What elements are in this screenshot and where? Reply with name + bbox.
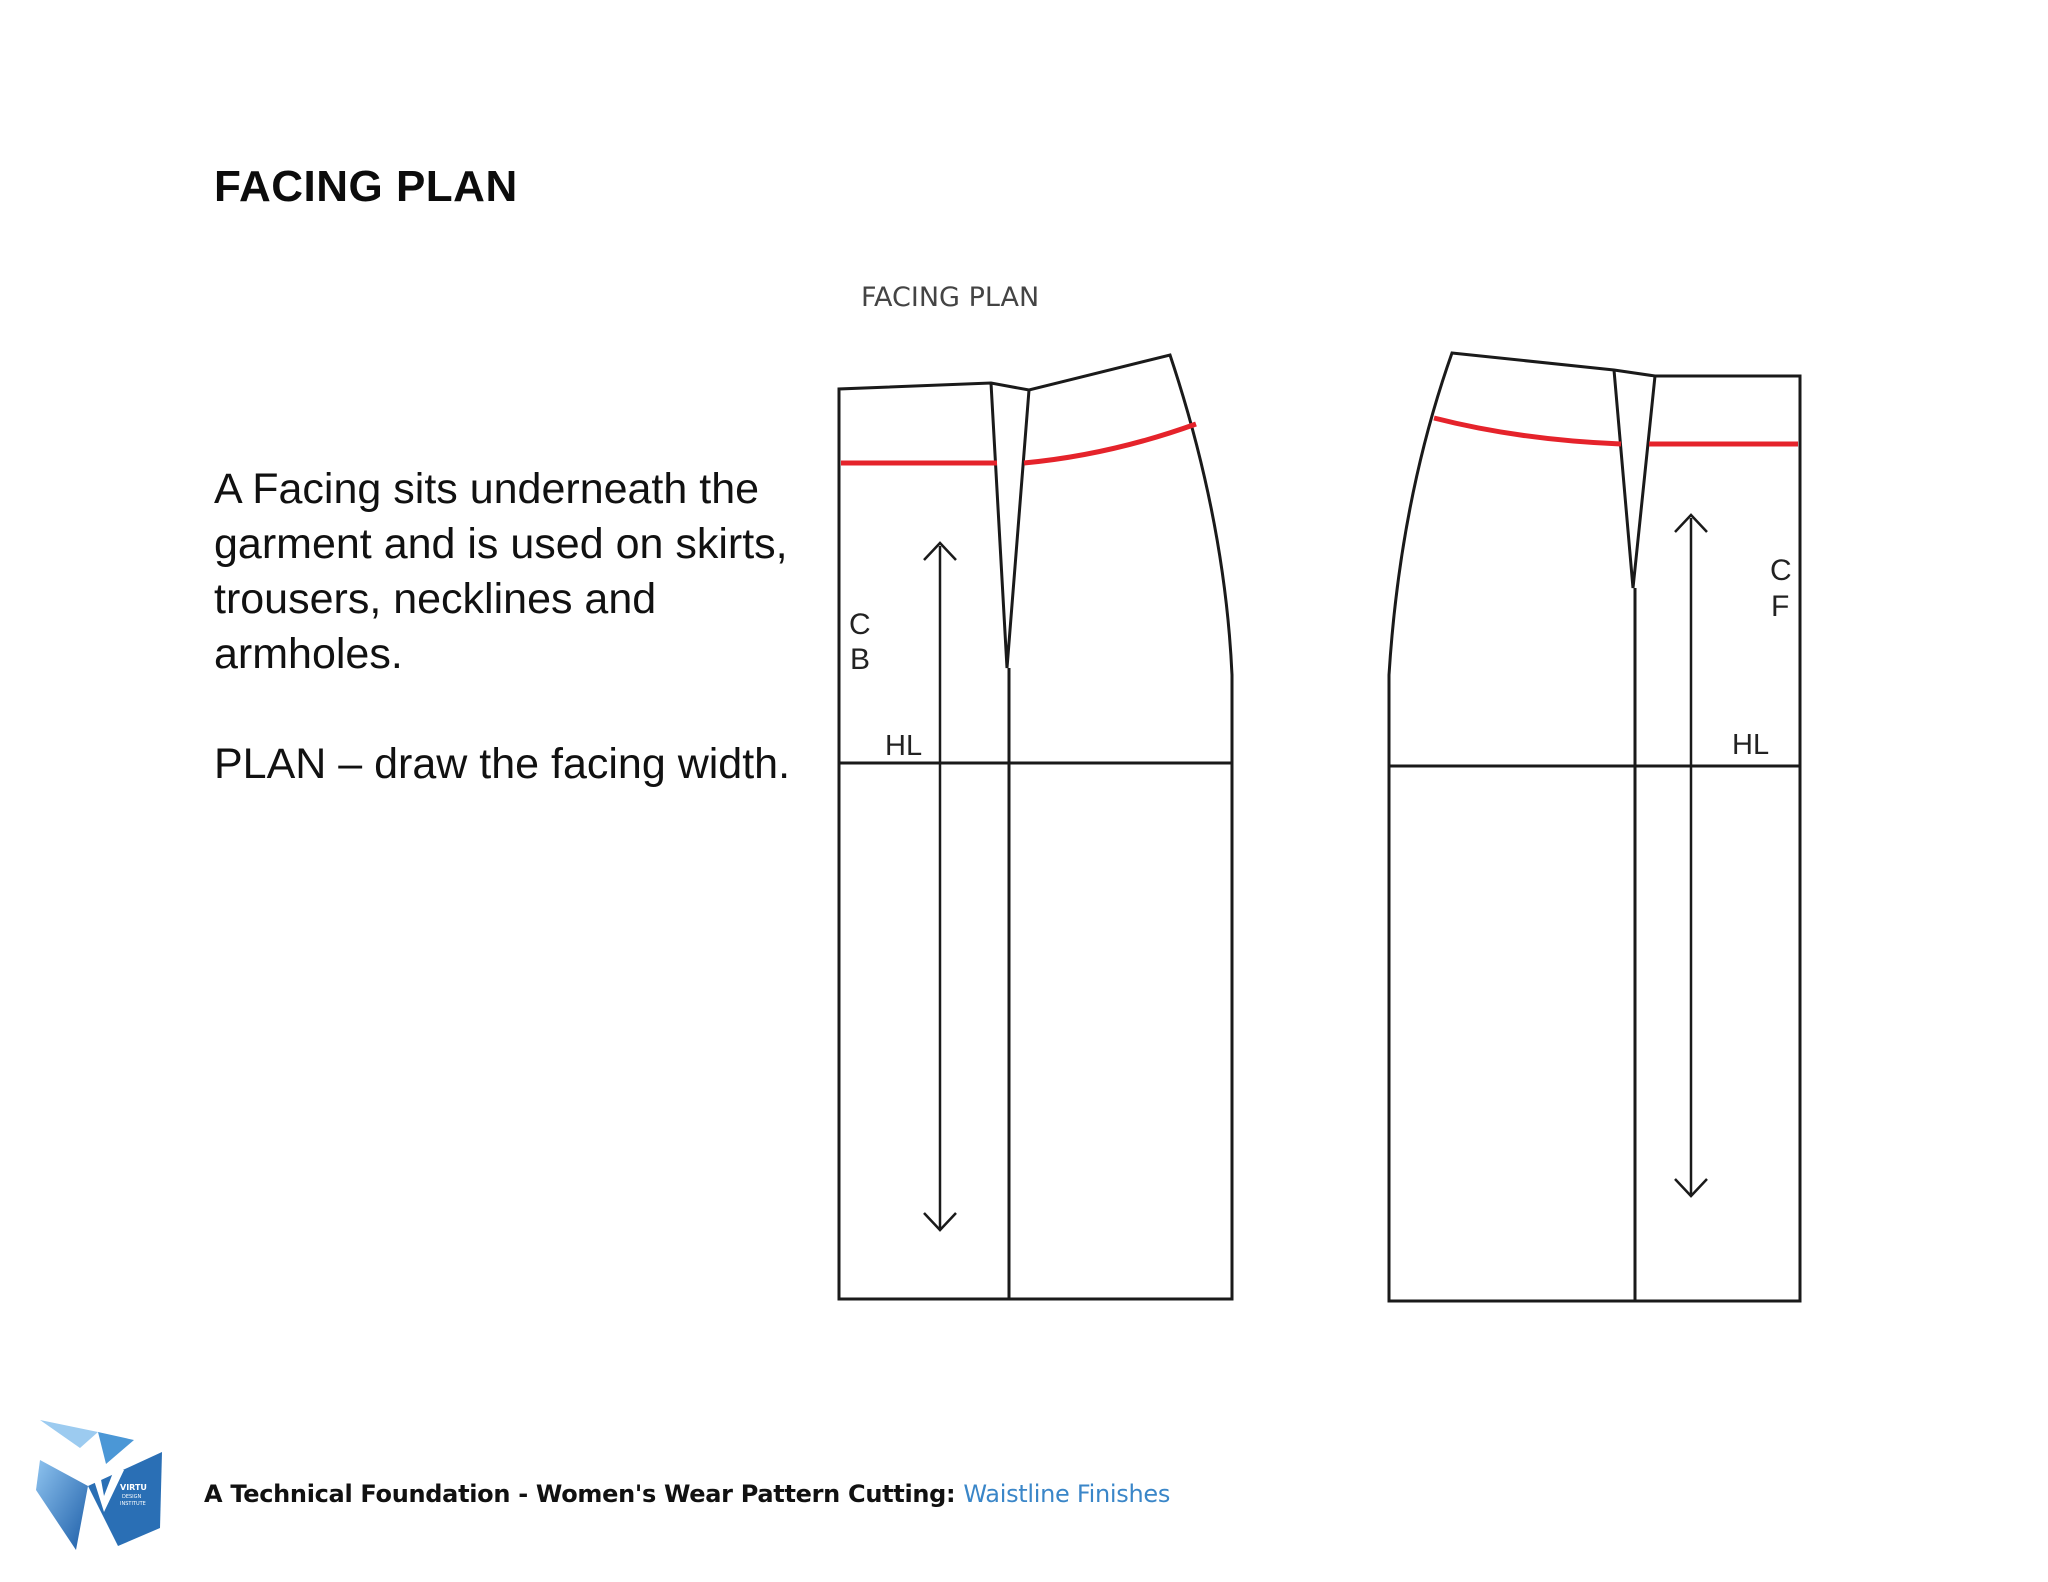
back-facing-line — [841, 424, 1196, 463]
logo-line3: INSTITUTE — [120, 1501, 146, 1507]
footer — [204, 1480, 1170, 1508]
back-dart — [991, 383, 1029, 668]
back-centre-label-b: B — [850, 643, 871, 676]
plan-paragraph: PLAN – draw the facing width. — [214, 740, 791, 788]
footer-title: A Technical Foundation - Women's Wear Pattern Cutting: — [204, 1480, 956, 1508]
back-outline — [839, 355, 1232, 1299]
back-hip-line-label: HL — [885, 730, 923, 762]
v-logo-icon — [36, 1420, 166, 1550]
footer-topic: Waistline Finishes — [963, 1480, 1171, 1508]
logo-line1: VIRTU — [120, 1483, 147, 1492]
intro-paragraph: A Facing sits underneath the garment and is used on skirts, trousers, necklines and armholes. — [214, 465, 788, 678]
slide-title: FACING PLAN — [214, 162, 518, 211]
front-facing-line — [1434, 418, 1798, 444]
back-centre-label-c: C — [849, 608, 871, 641]
front-skirt-piece — [1389, 353, 1800, 1301]
front-hip-line-label: HL — [1732, 729, 1770, 761]
diagram-caption: FACING PLAN — [861, 282, 1040, 313]
back-skirt-piece — [839, 355, 1232, 1299]
front-outline — [1389, 353, 1800, 1301]
front-dart — [1614, 370, 1655, 588]
front-centre-label-c: C — [1770, 554, 1792, 587]
logo-line2: DESIGN — [122, 1494, 142, 1500]
front-centre-label-f: F — [1771, 590, 1790, 623]
